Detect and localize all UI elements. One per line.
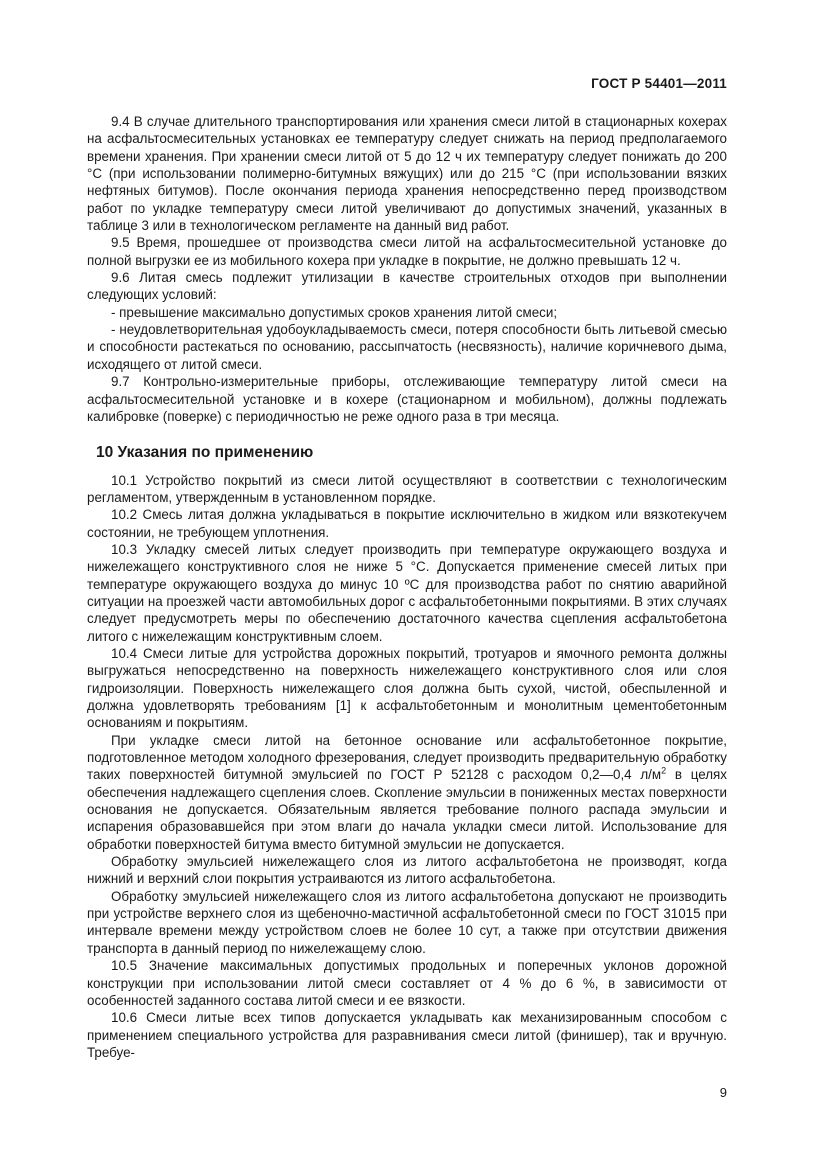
- list-item-9-6-a: - превышение максимально допустимых сроков хранения литой смеси;: [111, 304, 558, 320]
- paragraph-10-6: 10.6 Смеси литые всех типов допускается укладывать как механизированным способом с применением специального устройства для разравнивания смеси литой (финишер), так и вручную. Требуе-: [87, 1010, 727, 1060]
- paragraph-10-4-emulsion: [87, 732, 727, 853]
- paragraph-10-5: 10.5 Значение максимальных допустимых продольных и поперечных уклонов дорожной конструкции при использовании литой смеси составляет от 4 % до 6 %, в зависимости от особенностей заданного состава литой смеси и ее вязкости.: [87, 958, 727, 1008]
- paragraph-10-4-emulsion-text-b: в целях обеспечения надлежащего сцепления слоев. Скопление эмульсии в пониженных местах поверхности основания не допускается. Обязательным является требование полного распада эмульсии и испарения образовавшейся при этом влаги до начала укладки смеси литой. Использование для обработки поверхностей битума вместо битумной эмульсии не допускается.: [87, 767, 727, 852]
- paragraph-9-6: 9.6 Литая смесь подлежит утилизации в качестве строительных отходов при выполнении следующих условий:: [87, 270, 727, 303]
- paragraph-10-4-emulsion-text-a: При укладке смеси литой на бетонное основание или асфальтобетонное покрытие, подготовленное методом холодного фрезерования, следует производить предварительную обработку таких поверхностей битумной эмульсией по ГОСТ Р 52128 с расходом 0,2—0,4 л/м: [87, 732, 727, 783]
- paragraph-10-2: 10.2 Смесь литая должна укладываться в покрытие исключительно в жидком или вязкотекучем состоянии, не требующем уплотнения.: [87, 507, 727, 540]
- paragraph-9-7: 9.7 Контрольно-измерительные приборы, отслеживающие температуру литой смеси на асфальтосмесительной установке и в кохере (стационарном и мобильном), должны подлежать калибровке (поверке) с периодичностью не реже одного раза в три месяца.: [87, 374, 727, 424]
- superscript-unit: 2: [661, 765, 667, 776]
- list-item-9-6-b: - неудовлетворительная удобоукладываемость смеси, потеря способности быть литьевой смесью и способности растекаться по основанию, рассыпчатость (несвязность), наличие коричневого дыма, исходящего от литой смеси.: [87, 322, 727, 372]
- paragraph-10-4-lower-layer: Обработку эмульсией нижележащего слоя из литого асфальтобетона не производят, когда нижний и верхний слои покрытия устраиваются из литого асфальтобетона.: [87, 854, 727, 887]
- paragraph-10-4-smma: Обработку эмульсией нижележащего слоя из литого асфальтобетона допускают не производить при устройстве верхнего слоя из щебеночно-мастичной асфальтобетонной смеси по ГОСТ 31015 при интервале времени между устройством слоев не более 10 сут, а также при отсутствии движения транспорта в данный период по нижележащему слою.: [87, 888, 727, 956]
- section-heading-10: 10 Указания по применению: [96, 444, 314, 462]
- paragraph-10-1: 10.1 Устройство покрытий из смеси литой осуществляют в соответствии с технологическим регламентом, утвержденным в установленном порядке.: [87, 472, 727, 505]
- paragraph-10-4: 10.4 Смеси литые для устройства дорожных покрытий, тротуаров и ямочного ремонта должны выгружаться непосредственно на поверхность нижележащего конструктивного слоя или слоя гидроизоляции. Поверхность нижележащего слоя должна быть сухой, чистой, обеспыленной и должна удовлетворять требованиям [1] к асфальтобетонным и монолитным цементобетонным основаниям и покрытиям.: [87, 645, 727, 731]
- document-body: [87, 113, 727, 1061]
- document-id: ГОСТ Р 54401—2011: [591, 76, 727, 91]
- paragraph-10-3: 10.3 Укладку смесей литых следует производить при температуре окружающего воздуха и нижележащего конструктивного слоя не ниже 5 °С. Допускается применение смесей литых при температуре окружающего воздуха до минус 10 ºС для производства работ по снятию аварийной ситуации на проезжей части автомобильных дорог с асфальтобетонными покрытиями. В этих случаях следует предусмотреть меры по обеспечению достаточного качества сцепления асфальтобетона литого с нижележащим конструктивным слоем.: [87, 541, 727, 644]
- paragraph-9-5: 9.5 Время, прошедшее от производства смеси литой на асфальтосмесительной установке до полной выгрузки ее из мобильного кохера при укладке в покрытие, не должно превышать 12 ч.: [87, 235, 727, 268]
- page-number: 9: [719, 1085, 727, 1100]
- paragraph-9-4: 9.4 В случае длительного транспортирования или хранения смеси литой в стационарных кохерах на асфальтосмесительных установках ее температуру следует снижать на период предполагаемого времени хранения. При хранении смеси литой от 5 до 12 ч их температуру следует понижать до 200 °С (при использовании полимерно-битумных вяжущих) или до 215 °С (при использовании вязких нефтяных битумов). После окончания периода хранения непосредственно перед производством работ по укладке температуру смеси литой увеличивают до допустимых значений, указанных в таблице 3 или в технологическом регламенте на данный вид работ.: [87, 114, 727, 234]
